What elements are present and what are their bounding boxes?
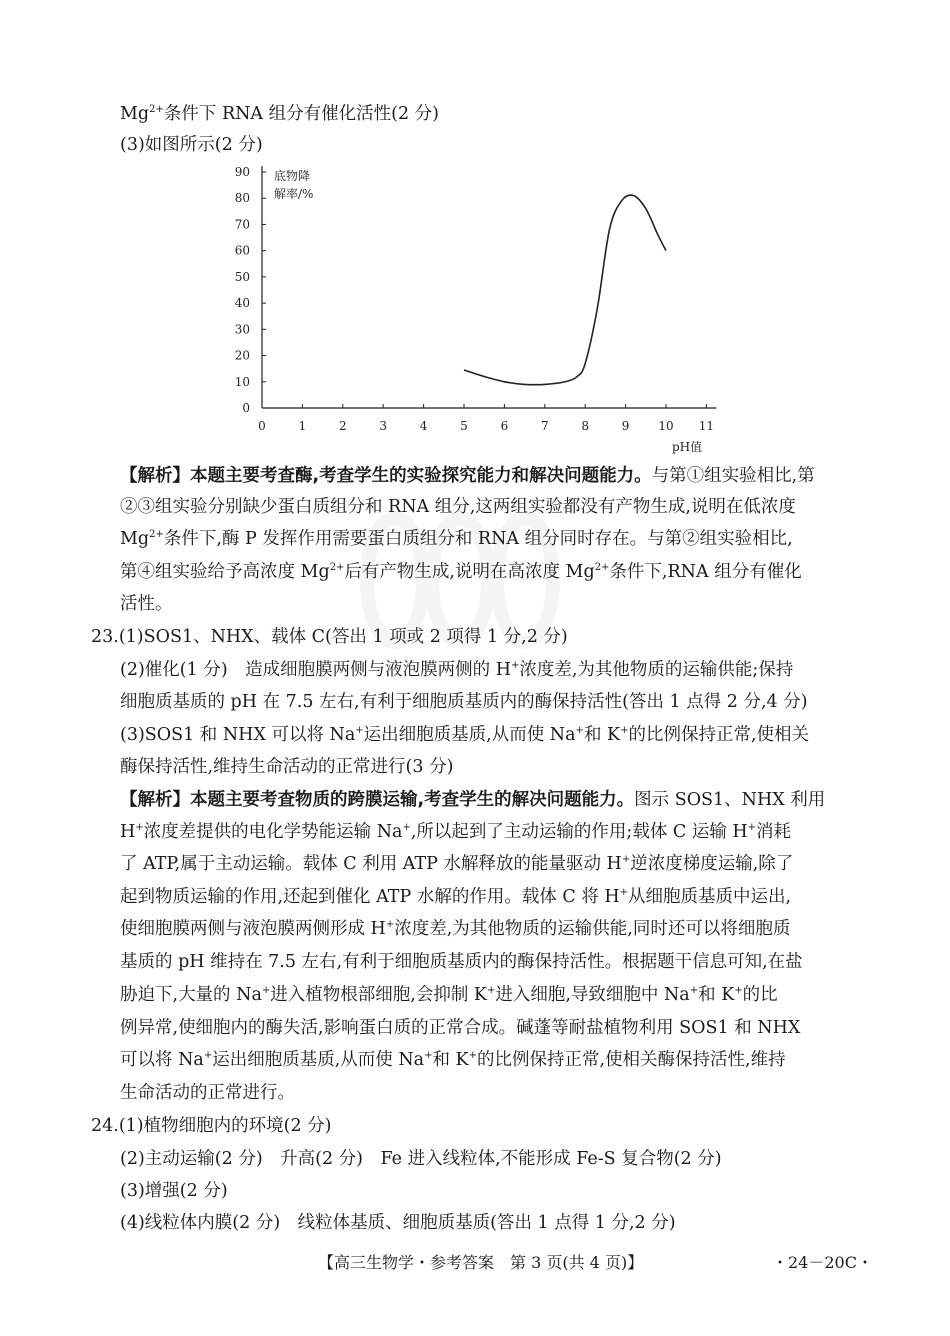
x-tick-label: 5	[460, 419, 468, 433]
x-tick-label: 6	[500, 419, 509, 433]
q23-analysis-line-9: 可以将 Na+运出细胞质基质,从而使 Na+和 K+的比例保持正常,使相关酶保持活性,维持	[120, 1050, 786, 1070]
y-axis-label-line2: 解率/%	[274, 187, 314, 201]
footer-code: ・24－20C・	[772, 1253, 873, 1272]
answer-line-chart-intro: (3)如图所示(2 分)	[120, 135, 263, 155]
ph-degradation-chart	[226, 160, 726, 460]
x-tick-label: 3	[379, 419, 388, 433]
q23-part-3-line-1: (3)SOS1 和 NHX 可以将 Na+运出细胞质基质,从而使 Na+和 K+的比例保持正常,使相关	[120, 725, 810, 745]
chart-ticks	[235, 165, 714, 433]
q23-analysis-line-10: 生命活动的正常进行。	[120, 1083, 295, 1103]
x-tick-label: 2	[338, 419, 347, 433]
x-tick-label: 7	[540, 419, 549, 433]
q23-analysis-line-6: 基质的 pH 维持在 7.5 左右,有利于细胞质基质内的酶保持活性。根据题干信息可知,在盐	[120, 952, 803, 972]
q24-part-4: (4)线粒体内膜(2 分) 线粒体基质、细胞质基质(答出 1 点得 1 分,2 分)	[120, 1213, 676, 1233]
y-tick-label: 90	[234, 165, 250, 179]
x-tick-label: 0	[258, 419, 266, 433]
q23-analysis-line-8: 例异常,使细胞内的酶失活,影响蛋白质的正常合成。碱蓬等耐盐植物利用 SOS1 和 NHX	[120, 1018, 801, 1038]
q24-part-1: 24.(1)植物细胞内的环境(2 分)	[91, 1116, 332, 1136]
analysis-22-line-2: ②③组实验分别缺少蛋白质组分和 RNA 组分,这两组实验都没有产物生成,说明在低浓度	[120, 497, 796, 517]
analysis-22-line-5: 活性。	[120, 594, 173, 614]
y-tick-label: 60	[234, 243, 250, 258]
y-tick-label: 40	[234, 296, 250, 311]
series-line-degradation-rate	[464, 195, 666, 385]
q23-part-1: 23.(1)SOS1、NHX、载体 C(答出 1 项或 2 项得 1 分,2 分)	[91, 627, 568, 647]
q24-part-2: (2)主动运输(2 分) 升高(2 分) Fe 进入线粒体,不能形成 Fe-S 复合物(2 分)	[120, 1149, 722, 1169]
y-tick-label: 0	[242, 401, 250, 415]
q23-part-2-line-1: (2)催化(1 分) 造成细胞膜两侧与液泡膜两侧的 H+浓度差,为其他物质的运输供能;保持	[120, 660, 794, 680]
analysis-22-line-3: $Mg^{2+}$条件下,酶 P 发挥作用需要蛋白质组分和 RNA 组分同时存在。与第②组实验相比,	[120, 529, 793, 549]
x-tick-label: 1	[298, 419, 307, 433]
q23-analysis-label: 【解析】本题主要考查物质的跨膜运输,考查学生的解决问题能力。	[120, 790, 635, 810]
q23-analysis-line-5: 使细胞膜两侧与液泡膜两侧形成 H+浓度差,为其他物质的运输供能,同时还可以将细胞质	[120, 919, 791, 939]
y-tick-label: 30	[234, 322, 250, 337]
y-tick-label: 10	[234, 374, 250, 389]
analysis-22-line-4: 第④组实验给予高浓度 $Mg^{2+}$后有产物生成,说明在高浓度 $Mg^{2+}$条件下,RNA 组分有催化	[120, 562, 802, 582]
q23-analysis-line-2: H+浓度差提供的电化学势能运输 Na+,所以起到了主动运输的作用;载体 C 运输 H+消耗	[120, 822, 792, 842]
answer-line-rna-catalysis: $Mg^{2+}$条件下 RNA 组分有催化活性(2 分)	[120, 104, 439, 124]
y-tick-label: 50	[234, 269, 250, 284]
q24-part-3: (3)增强(2 分)	[120, 1181, 228, 1201]
y-tick-label: 70	[234, 217, 250, 232]
q23-analysis-line-4: 起到物质运输的作用,还起到催化 ATP 水解的作用。载体 C 将 H+从细胞质基质中运出,	[120, 887, 792, 907]
x-tick-label: 8	[581, 419, 590, 433]
y-axis-label-line1: 底物降	[274, 169, 311, 183]
analysis-22-line-1: 【解析】本题主要考查酶,考查学生的实验探究能力和解决问题能力。与第①组实验相比,第	[120, 466, 815, 486]
footer-page-info: 【高三生物学・参考答案 第 3 页(共 4 页)】	[318, 1253, 644, 1272]
q23-analysis-line-3: 了 ATP,属于主动运输。载体 C 利用 ATP 水解释放的能量驱动 H+逆浓度梯度运输,除了	[120, 854, 794, 874]
q23-part-3-line-2: 酶保持活性,维持生命活动的正常进行(3 分)	[120, 757, 454, 777]
q23-analysis-line-7: 胁迫下,大量的 Na+进入植物根部细胞,会抑制 K+进入细胞,导致细胞中 Na+和 K+的比	[120, 985, 778, 1005]
q23-analysis-line-1: 【解析】本题主要考查物质的跨膜运输,考查学生的解决问题能力。图示 SOS1、NHX 利用	[120, 790, 826, 810]
x-tick-label: 4	[419, 419, 428, 433]
y-tick-label: 80	[234, 191, 250, 206]
x-axis-label: pH值	[672, 440, 703, 454]
y-tick-label: 20	[234, 348, 250, 363]
x-tick-label: 11	[698, 419, 715, 433]
analysis-22-label: 【解析】本题主要考查酶,考查学生的实验探究能力和解决问题能力。	[120, 466, 652, 486]
chart-axes	[262, 166, 716, 408]
x-tick-label: 10	[658, 419, 674, 433]
q23-part-2-line-2: 细胞质基质的 pH 在 7.5 左右,有利于细胞质基质内的酶保持活性(答出 1 点得 2 分,4 分)	[120, 692, 808, 712]
x-tick-label: 9	[621, 419, 630, 433]
